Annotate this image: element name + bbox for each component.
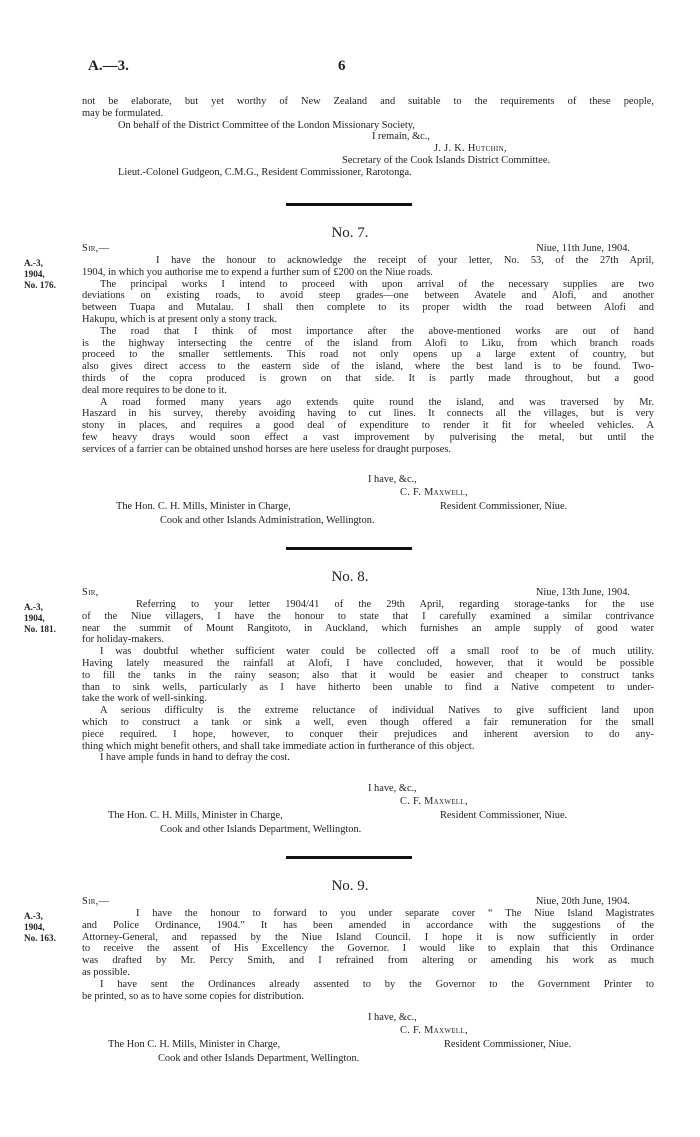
letter-body: [82, 599, 654, 764]
text-line: of the Niue villagers, I have the honour to state that I carefully examined a similar contrivance: [82, 610, 654, 622]
addressee-line: The Hon. C. H. Mills, Minister in Charge,: [108, 810, 283, 821]
addressee-line: The Hon C. H. Mills, Minister in Charge,: [108, 1039, 281, 1050]
intro-block: [82, 96, 654, 179]
signer-title: Resident Commissioner, Niue.: [444, 1039, 572, 1050]
text-line: few heavy drays would soon effect a vast improvement by pulverising the metal, but until the: [82, 431, 654, 443]
text-line: to fill the tanks in the rainy season; also that it would be easier and cheaper to construct tanks: [82, 669, 654, 681]
text-line: thing which might benefit others, and shall take immediate action in furtherance of this object.: [82, 740, 475, 752]
text-line: Attorney-General, and repassed by the Niue Island Council. I hope it is now sufficiently in order: [82, 931, 654, 943]
text-line: take the work of well-sinking.: [82, 693, 207, 705]
text-line: I have ample funds in hand to defray the cost.: [100, 752, 290, 764]
text-line: not be elaborate, but yet worthy of New Zealand and suitable to the requirements of these people,: [82, 96, 654, 107]
closing-line: I remain, &c.,: [372, 131, 430, 143]
letter-title: No. 9.: [331, 878, 369, 894]
text-line: to receive the assent of His Excellency the Governor. I would like to explain that this Ordinance: [82, 943, 654, 955]
margin-reference: A.-3, 1904, No. 163.: [24, 911, 56, 943]
text-line: piece required. I hope, however, to conquer their prejudices and inherent aversion to do any-: [82, 728, 654, 740]
signer-name: C. F. Maxwell,: [400, 487, 468, 498]
letter-title: No. 8.: [331, 569, 369, 585]
section-divider: [286, 203, 412, 206]
text-line: which to construct a tank or sink a well, even though offered a fair remuneration for the small: [82, 716, 654, 728]
letter-body: [82, 908, 654, 1002]
salutation-row: [82, 587, 630, 599]
addressee-dept: Cook and other Islands Department, Wellington.: [158, 1053, 360, 1064]
closing-line: I have, &c.,: [368, 474, 417, 485]
text-line: stony in places, and requires a good deal of expenditure to render it fit for wheeled vehicles. A: [82, 420, 654, 432]
text-line: Hakupu, which is at present only a stony track.: [82, 313, 278, 325]
addressee-dept: Cook and other Islands Department, Wellington.: [160, 824, 362, 835]
closing-line: I have, &c.,: [368, 1012, 417, 1023]
text-line: deal more requires to be done to it.: [82, 384, 227, 396]
text-line: I have sent the Ordinances already assented to by the Governor to the Government Printer to: [100, 978, 654, 990]
text-line: deviations on existing roads, to avoid steep grades—one between Avatele and Alofi, and another: [82, 290, 654, 302]
text-line: also gives direct access to the eastern side of the island, where the best land is to be found. Two-: [82, 361, 654, 373]
page-number: 6: [338, 58, 346, 74]
text-line: Referring to your letter 1904/41 of the 29th April, regarding storage-tanks for the use: [136, 599, 654, 610]
addressee-line: Lieut.-Colonel Gudgeon, C.M.G., Resident Commissioner, Rarotonga.: [118, 166, 412, 178]
text-line: On behalf of the District Committee of the London Missionary Society,: [118, 119, 415, 131]
salutation-row: [82, 243, 630, 255]
text-line: for holiday-makers.: [82, 634, 164, 646]
text-line: and Police Ordinance, 1904.” It has been amended in accordance with the suggestions of the: [82, 919, 654, 931]
margin-reference: A.-3, 1904, No. 181.: [24, 602, 56, 634]
text-line: A serious difficulty is the extreme reluctance of individual Natives to give sufficient land upon: [100, 705, 654, 717]
addressee-dept: Cook and other Islands Administration, Wellington.: [160, 515, 375, 526]
closing-line: I have, &c.,: [368, 783, 417, 794]
salutation: Sir,: [82, 587, 99, 598]
text-line: services of a farrier can be obtained unshod horses are here useless for draught purposes.: [82, 443, 452, 455]
text-line: may be formulated.: [82, 107, 164, 119]
text-line: was drafted by Mr. Percy Smith, and I refrained from altering or amending his work as much: [82, 955, 654, 967]
signer-title: Resident Commissioner, Niue.: [440, 501, 568, 512]
text-line: A road formed many years ago extends quite round the island, and was traversed by Mr.: [100, 396, 654, 408]
signer-title: Secretary of the Cook Islands District Committee.: [342, 154, 551, 166]
text-line: I have the honour to acknowledge the receipt of your letter, No. 53, of the 27th April,: [156, 255, 654, 266]
text-line: is the highway intersecting the centre of the island from Alofi to Liku, from which branch roads: [82, 337, 654, 349]
letter-date: Niue, 13th June, 1904.: [535, 587, 630, 598]
salutation-row: [82, 896, 630, 908]
letter-date: Niue, 20th June, 1904.: [535, 896, 630, 907]
text-line: than to sink wells, particularly as I have hitherto been unable to find a Native competent to under-: [82, 681, 654, 693]
text-line: Haszard in his survey, thereby avoiding having to cut lines. It connects all the villages, but is very: [82, 408, 654, 420]
letter-title: No. 7.: [331, 225, 369, 241]
text-line: be printed, so as to have some copies for distribution.: [82, 990, 304, 1002]
text-line: thirds of the copra produced is grown on that side. It is partly made throughout, but a good: [82, 372, 654, 384]
text-line: I have the honour to forward to you under separate cover “ The Niue Island Magistrates: [136, 908, 654, 919]
document-reference: A.—3.: [88, 58, 129, 74]
margin-reference: A.-3, 1904, No. 176.: [24, 258, 56, 290]
text-line: Having lately measured the rainfall at Alofi, I have concluded, however, that it would be possible: [82, 657, 654, 669]
text-line: The principal works I intend to proceed with upon arrival of the necessary supplies are two: [100, 278, 654, 290]
page-header: [0, 58, 700, 80]
section-divider: [286, 547, 412, 550]
text-line: near the summit of Mount Rangitoto, in Auckland, which furnishes an ample supply of good water: [82, 622, 654, 634]
signer-name: J. J. K. Hutchin,: [434, 143, 507, 155]
section-divider: [286, 856, 412, 859]
addressee-line: The Hon. C. H. Mills, Minister in Charge,: [116, 501, 291, 512]
signer-name: C. F. Maxwell,: [400, 796, 468, 807]
text-line: The road that I think of most importance after the above-mentioned works are out of hand: [100, 325, 654, 337]
signer-name: C. F. Maxwell,: [400, 1025, 468, 1036]
salutation: Sir,—: [82, 896, 110, 907]
text-line: proceed to the smaller settlements. This road not only opens up a large extent of country, but: [82, 349, 654, 361]
text-line: 1904, in which you authorise me to expend a further sum of £200 on the Niue roads.: [82, 266, 433, 278]
letter-date: Niue, 11th June, 1904.: [536, 243, 630, 254]
salutation: Sir,—: [82, 243, 110, 254]
text-line: between Tuapa and Mutalau. I shall then complete to its proper width the road between Alofi and: [82, 302, 654, 314]
signer-title: Resident Commissioner, Niue.: [440, 810, 568, 821]
letter-body: [82, 255, 654, 456]
text-line: as possible.: [82, 966, 130, 978]
text-line: I was doubtful whether sufficient water could be collected off a small roof to be of much utility.: [100, 646, 654, 658]
